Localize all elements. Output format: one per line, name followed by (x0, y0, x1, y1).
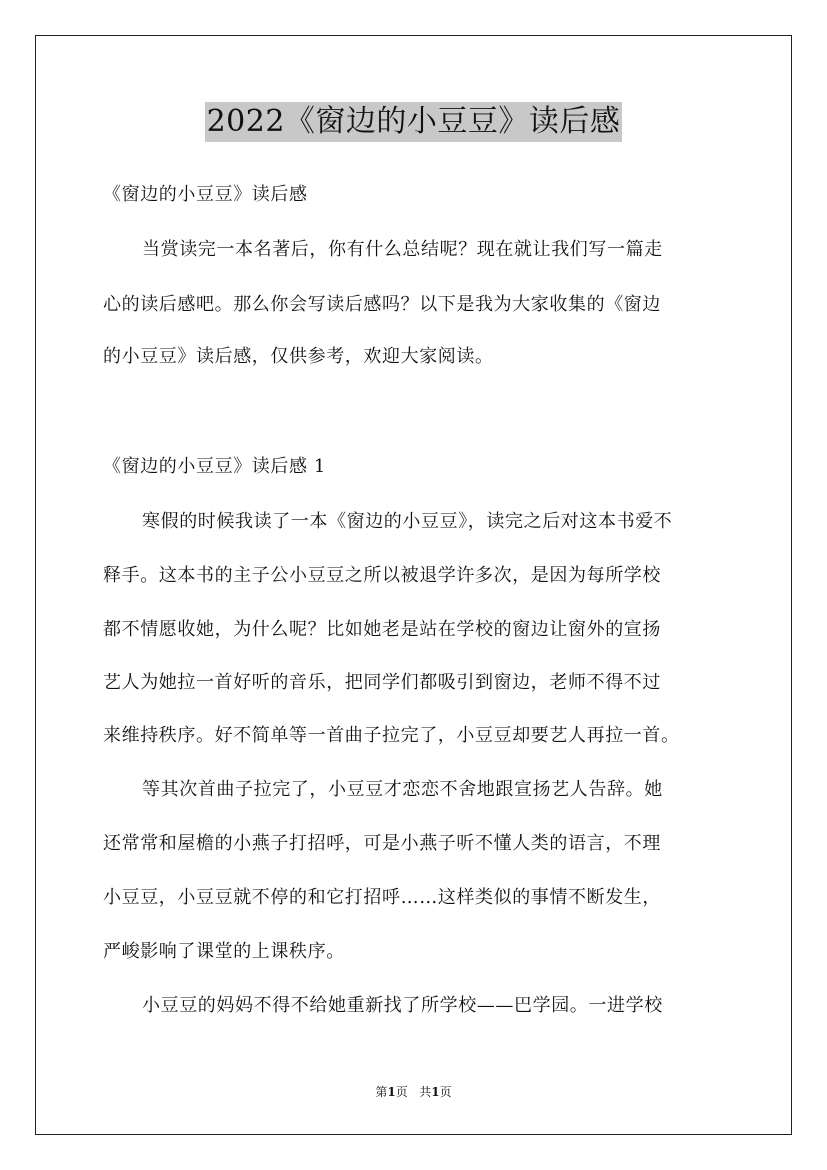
paragraph-line: 艺人为她拉一首好听的音乐，把同学们都吸引到窗边，老师不得不过 (103, 672, 661, 693)
paragraph-line: 等其次首曲子拉完了，小豆豆才恋恋不舍地跟宣扬艺人告辞。她 (142, 779, 663, 800)
section-heading: 《窗边的小豆豆》读后感 1 (103, 456, 326, 477)
document-title-wrap (0, 102, 827, 142)
paragraph-line: 严峻影响了课堂的上课秩序。 (103, 941, 345, 962)
paragraph-line: 小豆豆的妈妈不得不给她重新找了所学校——巴学园。一进学校 (142, 995, 663, 1016)
paragraph-line: 释手。这本书的主子公小豆豆之所以被退学许多次，是因为每所学校 (103, 565, 661, 586)
intro-line: 心的读后感吧。那么你会写读后感吗？以下是我为大家收集的《窗边 (103, 294, 661, 315)
document-title: 2022《窗边的小豆豆》读后感 (205, 102, 623, 142)
subtitle: 《窗边的小豆豆》读后感 (103, 184, 308, 205)
paragraph-line: 还常常和屋檐的小燕子打招呼，可是小燕子听不懂人类的语言，不理 (103, 833, 661, 854)
footer-page-prefix: 第 (375, 1085, 388, 1099)
footer-page-number: 1 (387, 1085, 396, 1099)
page-footer (0, 1084, 827, 1100)
footer-total-suffix: 页 (439, 1085, 452, 1099)
paragraph-line: 来维持秩序。好不简单等一首曲子拉完了，小豆豆却要艺人再拉一首。 (103, 725, 680, 746)
intro-line: 当赏读完一本名著后，你有什么总结呢？现在就让我们写一篇走 (142, 239, 663, 260)
footer-total-number: 1 (431, 1085, 440, 1099)
paragraph-line: 寒假的时候我读了一本《窗边的小豆豆》，读完之后对这本书爱不 (142, 511, 673, 532)
footer-page-suffix: 页 (395, 1085, 408, 1099)
intro-line: 的小豆豆》读后感，仅供参考，欢迎大家阅读。 (103, 346, 494, 367)
footer-total-prefix: 共 (419, 1085, 432, 1099)
paragraph-line: 小豆豆，小豆豆就不停的和它打招呼……这样类似的事情不断发生， (103, 887, 661, 908)
paragraph-line: 都不情愿收她，为什么呢？比如她老是站在学校的窗边让窗外的宣扬 (103, 619, 661, 640)
